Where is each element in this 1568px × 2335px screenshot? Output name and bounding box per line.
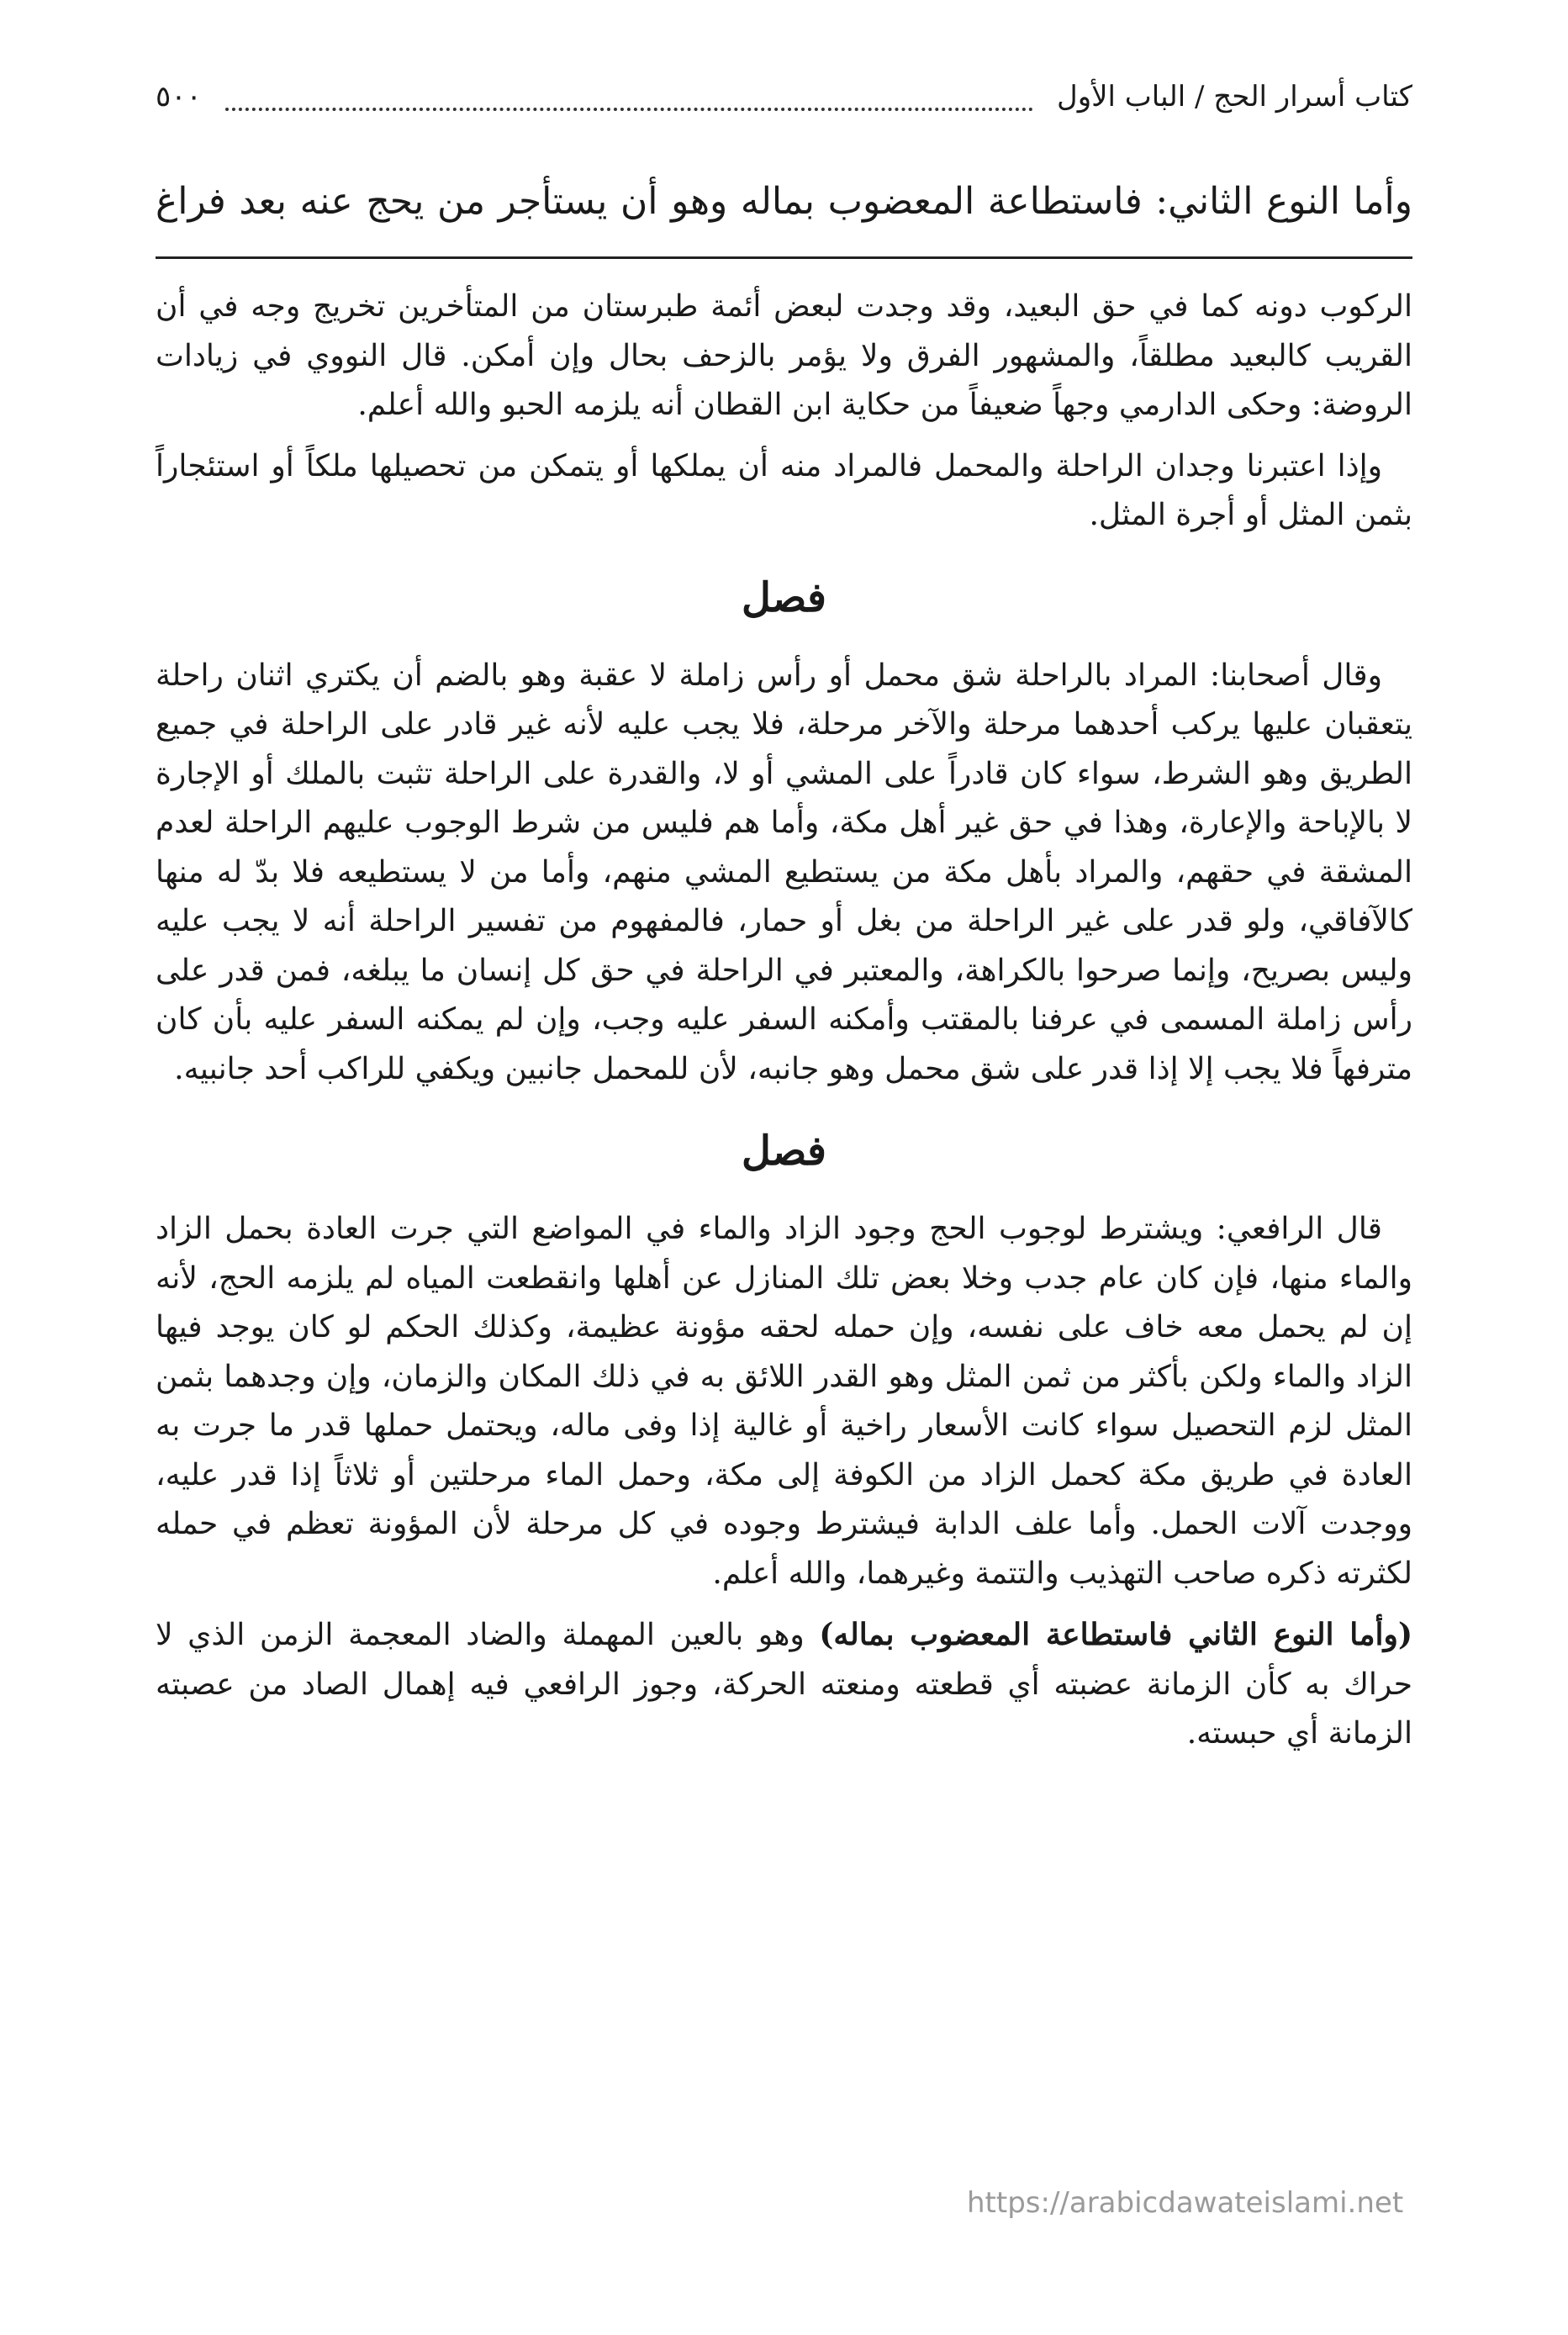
commentary-paragraph-1: الركوب دونه كما في حق البعيد، وقد وجدت لبعض أئمة طبرستان من المتأخرين تخريج وجه في أن القريب كالبعيد مطلقاً، والمشهور الفرق ولا يؤمر بالزحف بحال وإن أمكن. قال النووي في زيادات الروضة: وحكى الدارمي وجهاً ضعيفاً من حكاية ابن القطان أنه يلزمه الحبو والله أعلم. [156,289,1412,422]
book-page [156,80,1412,1771]
page-number: ٥٠٠ [156,80,202,114]
separator-line [156,256,1412,259]
watermark-url: https://arabicdawateislami.net [967,2186,1404,2220]
section-heading-1: فصل [742,573,826,621]
running-title: كتاب أسرار الحج / الباب الأول [1057,80,1412,114]
page-header [156,80,1412,139]
commentary-paragraph-2: وإذا اعتبرنا وجدان الراحلة والمحمل فالمراد منه أن يملكها أو يتمكن من تحصيلها ملكاً أو استئجاراً بثمن المثل أو أجرة المثل. [156,448,1412,532]
matn-text: وأما النوع الثاني: فاستطاعة المعضوب بماله وهو أن يستأجر من يحج عنه بعد فراغ [156,180,1412,223]
commentary-paragraph-5-text: وهو بالعين المهملة والضاد المعجمة الزمن الذي لا حراك به كأن الزمانة عضبته أي قطعته ومنعته الحركة، وجوز الرافعي فيه إهمال الصاد من عصبته الزمانة أي حبسته. [156,1618,1412,1751]
leader-dots [225,108,1033,111]
section-heading-2: فصل [742,1128,826,1175]
quoted-matn: (وأما النوع الثاني فاستطاعة المعضوب بماله) [819,1617,1412,1652]
commentary-body [156,283,1412,1759]
commentary-paragraph-4: قال الرافعي: ويشترط لوجوب الحج وجود الزاد والماء في المواضع التي جرت العادة بحمل الزاد والماء منها، فإن كان عام جدب وخلا بعض تلك المنازل عن أهلها وانقطعت المياه لم يلزمه الحج، لأنه إن لم يحمل معه خاف على نفسه، وإن حمله لحقه مؤونة عظيمة، وكذلك الحكم لو كان يوجد فيها الزاد والماء ولكن بأكثر من ثمن المثل وهو القدر اللائق به في ذلك المكان والزمان، وإن وجدهما بثمن المثل لزم التحصيل سواء كانت الأسعار راخية أو غالية إذا وفى ماله، ويحتمل حملها قدر ما جرت به العادة في طريق مكة كحمل الزاد من الكوفة إلى مكة، وحمل الماء مرحلتين أو ثلاثاً إذا قدر عليه، ووجدت آلات الحمل. وأما علف الدابة فيشترط وجوده في كل مرحلة لأن المؤونة تعظم في حمله لكثرته ذكره صاحب التهذيب والتتمة وغيرهما، والله أعلم. [156,1212,1413,1591]
commentary-paragraph-3: وقال أصحابنا: المراد بالراحلة شق محمل أو رأس زاملة لا عقبة وهو بالضم أن يكتري اثنان راحلة يتعقبان عليها يركب أحدهما مرحلة والآخر مرحلة، فلا يجب عليه لأنه غير قادر على الراحلة في جميع الطريق وهو الشرط، سواء كان قادراً على المشي أو لا، والقدرة على الراحلة تثبت بالملك أو الإجارة لا بالإباحة والإعارة، وهذا في حق غير أهل مكة، وأما هم فليس من شرط الوجوب عليهم الراحلة لعدم المشقة في حقهم، والمراد بأهل مكة من يستطيع المشي منهم، وأما من لا يستطيعه فلا بدّ له منها كالآفاقي، ولو قدر على غير الراحلة من بغل أو حمار، فالمفهوم من تفسير الراحلة أنه لا يجب عليه وليس بصريح، وإنما صرحوا بالكراهة، والمعتبر في الراحلة في حق كل إنسان ما يبلغه، فمن قدر على رأس زاملة المسمى في عرفنا بالمقتب وأمكنه السفر عليه وجب، وإن لم يمكنه السفر عليه بأن كان مترفهاً فلا يجب إلا إذا قدر على شق محمل وهو جانبه، لأن للمحمل جانبين ويكفي للراكب أحد جانبيه. [156,658,1412,1086]
commentary-paragraph-5 [156,1610,1412,1759]
